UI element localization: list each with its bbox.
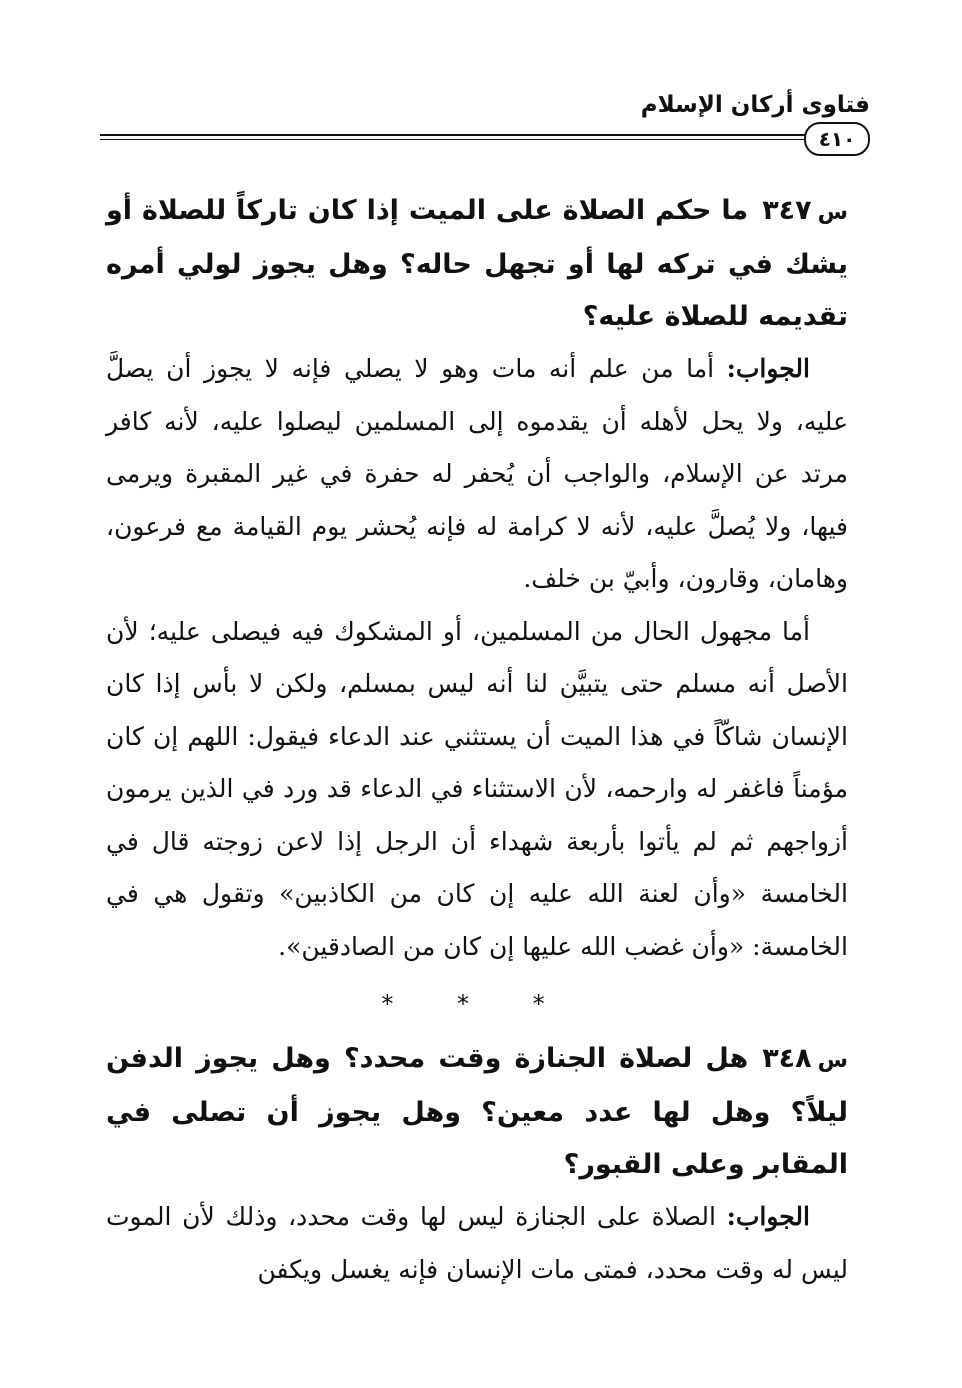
book-title: فتاوى أركان الإسلام bbox=[640, 92, 870, 118]
question-mark-icon: س bbox=[817, 200, 848, 225]
question-number: ٣٤٨ bbox=[762, 1043, 812, 1074]
answer-347-paragraph-2: أما مجهول الحال من المسلمين، أو المشكوك فيه فيصلى عليه؛ لأن الأصل أنه مسلم حتى يتبيَّن لنا أنه ليس بمسلم، ولكن لا بأس إذا كان الإنسان شاكّاً في هذا الميت أن يستثني عند الدعاء فيقول: اللهم إن كان مؤمناً فاغفر له وارحمه، لأن الاستثناء في الدعاء قد ورد في الذين يرمون أزواجهم ثم لم يأتوا بأربعة شهداء أن الرجل إذا لاعن زوجته قال في الخامسة «وأن لعنة الله عليه إن كان من الكاذبين» وتقول هي في الخامسة: «وأن غضب الله عليها إن كان من الصادقين». bbox=[106, 616, 848, 961]
page-body bbox=[106, 185, 848, 1296]
question-347 bbox=[106, 185, 848, 343]
answer-348-paragraph-1 bbox=[106, 1191, 848, 1296]
answer-text: أما من علم أنه مات وهو لا يصلي فإنه لا يجوز أن يصلَّ عليه، ولا يحل لأهله أن يقدموه إلى المسلمين ليصلوا عليه، لأنه كافر مرتد عن الإسلام، والواجب أن يُحفر له حفرة في غير المقبرة ويرمى فيها، ولا يُصلَّ عليه، لأنه لا كرامة له فإنه يُحشر يوم القيامة مع فرعون، وهامان، وقارون، وأبيّ بن خلف. bbox=[106, 354, 848, 593]
page-number: ٤١٠ bbox=[804, 122, 870, 156]
question-348 bbox=[106, 1033, 848, 1191]
header-rule bbox=[100, 134, 805, 136]
question-text: ما حكم الصلاة على الميت إذا كان تاركاً للصلاة أو يشك في تركه لها أو تجهل حاله؟ وهل يجوز لولي أمره تقديمه للصلاة عليه؟ bbox=[106, 195, 848, 332]
section-separator: * * * bbox=[381, 990, 573, 1018]
answer-label: الجواب: bbox=[726, 1202, 810, 1231]
answer-347-paragraph-1 bbox=[106, 343, 848, 606]
question-text: هل لصلاة الجنازة وقت محدد؟ وهل يجوز الدفن ليلاً؟ وهل لها عدد معين؟ وهل يجوز أن تصلى في المقابر وعلى القبور؟ bbox=[106, 1043, 848, 1180]
header-rule-thin bbox=[100, 139, 805, 140]
page-header bbox=[100, 92, 870, 162]
answer-label: الجواب: bbox=[726, 354, 810, 383]
answer-text: الصلاة على الجنازة ليس لها وقت محدد، وذلك لأن الموت ليس له وقت محدد، فمتى مات الإنسان فإنه يغسل ويكفن bbox=[106, 1202, 848, 1284]
question-number: ٣٤٧ bbox=[762, 195, 812, 226]
question-mark-icon: س bbox=[817, 1048, 848, 1073]
